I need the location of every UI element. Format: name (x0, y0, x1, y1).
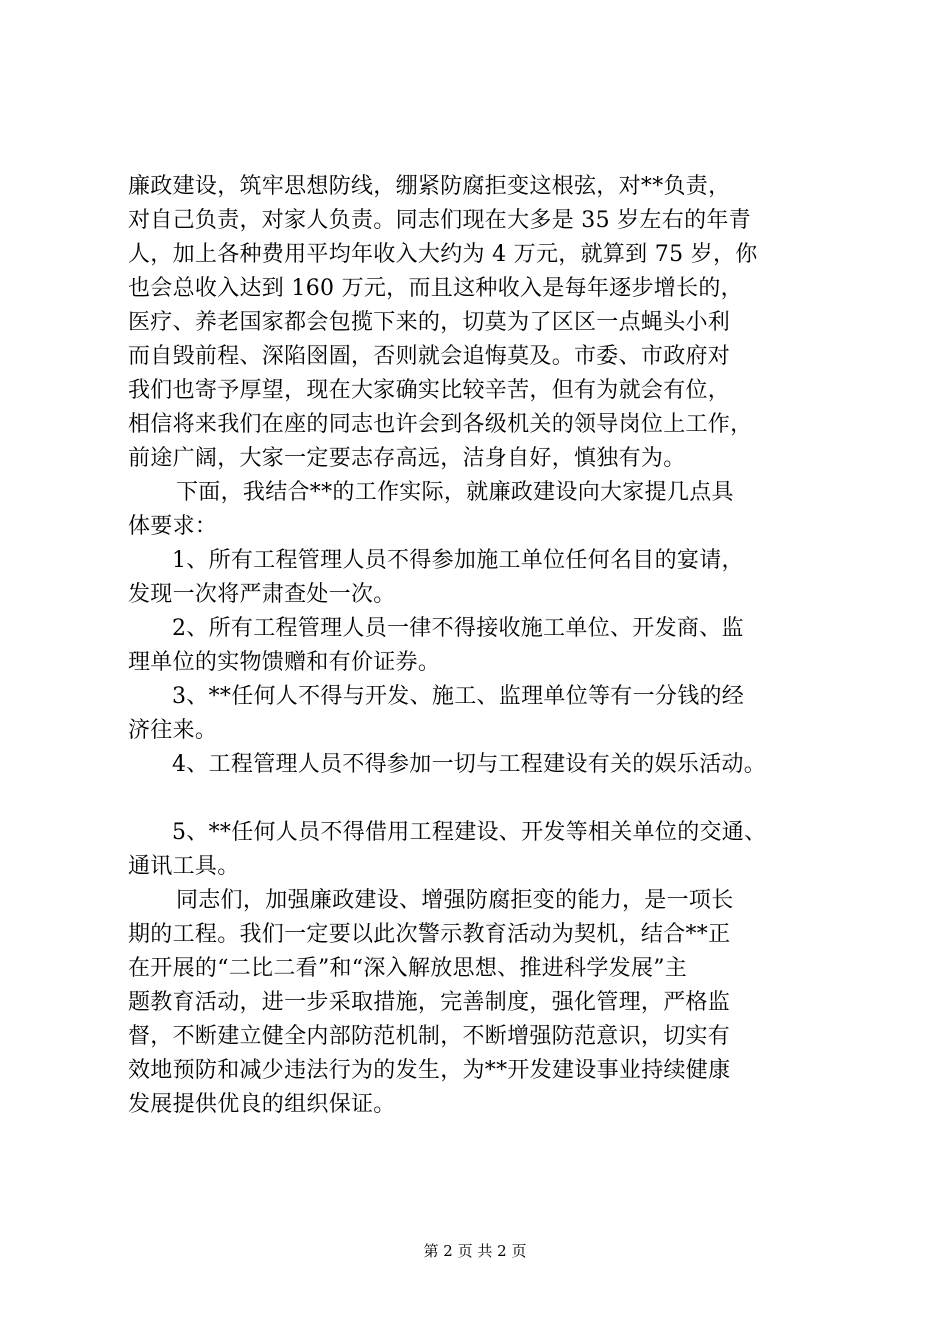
text-line: 人，加上各种费用平均年收入大约为 4 万元，就算到 75 岁，你 (128, 242, 758, 267)
text-line: 对自己负责，对家人负责。同志们现在大多是 35 岁左右的年青 (128, 208, 751, 233)
text-line: 督，不断建立健全内部防范机制，不断增强防范意识，切实有 (128, 1024, 731, 1049)
text-line: 体要求： (128, 514, 218, 539)
text-line: 在开展的“二比二看”和“深入解放思想、推进科学发展”主 (128, 956, 688, 981)
list-item-4: 4、工程管理人员不得参加一切与工程建设有关的娱乐活动。 (172, 752, 767, 777)
text-line: 下面，我结合**的工作实际，就廉政建设向大家提几点具 (176, 480, 734, 505)
text-line: 我们也寄予厚望，现在大家确实比较辛苦，但有为就会有位， (128, 378, 731, 403)
text-line: 发现一次将严肃查处一次。 (128, 582, 396, 607)
text-line: 前途广阔，大家一定要志存高远，洁身自好，慎独有为。 (128, 446, 686, 471)
text-line: 同志们，加强廉政建设、增强防腐拒变的能力，是一项长 (176, 888, 734, 913)
text-line: 而自毁前程、深陷囹圄，否则就会追悔莫及。市委、市政府对 (128, 344, 731, 369)
blank-line (128, 782, 848, 816)
text-line: 相信将来我们在座的同志也许会到各级机关的领导岗位上工作， (128, 412, 753, 437)
text-line: 效地预防和减少违法行为的发生，为**开发建设事业持续健康 (128, 1058, 731, 1083)
list-item-1: 1、所有工程管理人员不得参加施工单位任何名目的宴请， (172, 548, 744, 573)
page-footer: 第 2 页 共 2 页 (423, 1242, 527, 1260)
document-body (128, 170, 848, 1122)
text-line: 理单位的实物馈赠和有价证券。 (128, 650, 441, 675)
text-line: 题教育活动，进一步采取措施，完善制度，强化管理，严格监 (128, 990, 731, 1015)
text-line: 医疗、养老国家都会包揽下来的，切莫为了区区一点蝇头小利 (128, 310, 731, 335)
list-item-3: 3、**任何人不得与开发、施工、监理单位等有一分钱的经 (172, 684, 745, 709)
text-line: 通讯工具。 (128, 854, 240, 879)
text-line: 也会总收入达到 160 万元，而且这种收入是每年逐步增长的， (128, 276, 743, 301)
list-item-5: 5、**任何人员不得借用工程建设、开发等相关单位的交通、 (172, 820, 767, 845)
text-line: 发展提供优良的组织保证。 (128, 1092, 396, 1117)
list-item-2: 2、所有工程管理人员一律不得接收施工单位、开发商、监 (172, 616, 744, 641)
text-line: 期的工程。我们一定要以此次警示教育活动为契机，结合**正 (128, 922, 731, 947)
text-line: 廉政建设，筑牢思想防线，绷紧防腐拒变这根弦，对**负责， (128, 174, 731, 199)
text-line: 济往来。 (128, 718, 218, 743)
